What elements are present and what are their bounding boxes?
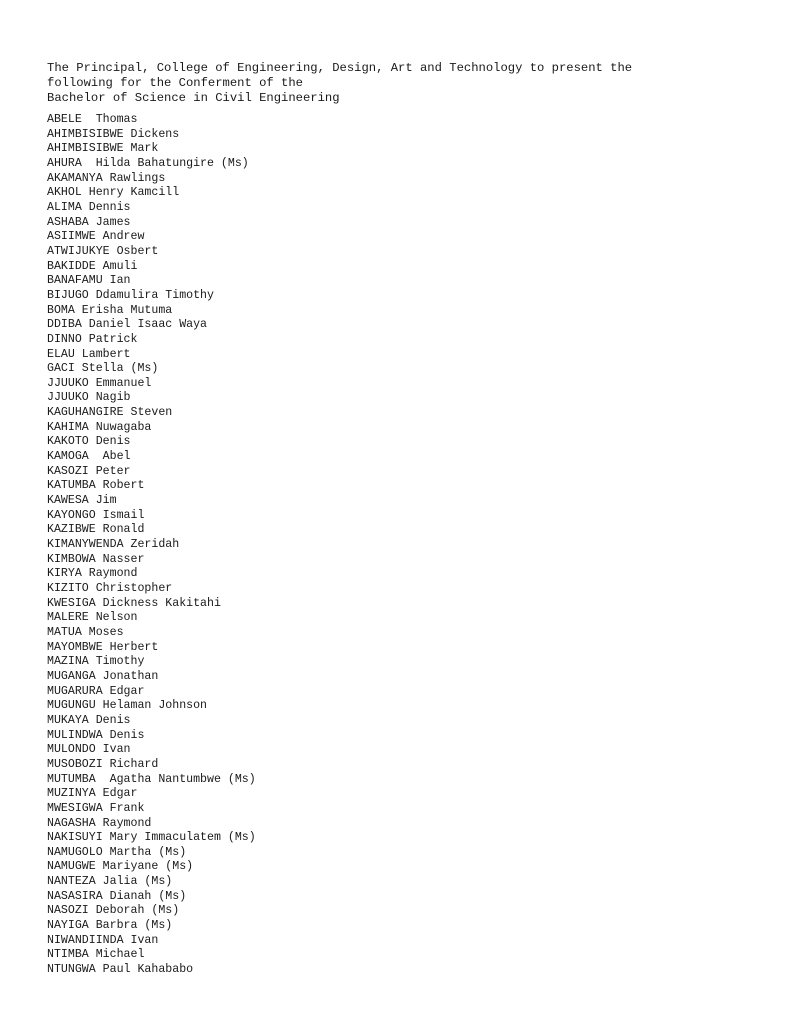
graduate-name: ELAU Lambert [47,347,131,361]
graduate-name: KAZIBWE Ronald [47,523,145,537]
graduate-name: KAMOGA Abel [47,450,131,464]
graduate-name: NASASIRA Dianah (Ms) [47,889,187,903]
graduate-name: GACI Stella (Ms) [47,362,159,376]
graduate-name: MALERE Nelson [47,611,138,625]
header-line-1: The Principal, College of Engineering, Design, Art and Technology to present the [47,61,633,75]
graduate-name: ASHABA James [47,215,131,229]
graduate-list [47,113,256,978]
graduate-name: ABELE Thomas [47,113,138,126]
graduate-name: MULINDWA Denis [47,728,145,742]
graduate-name: ASIIMWE Andrew [47,230,145,244]
graduate-name: KAKOTO Denis [47,435,131,449]
graduate-name: AKAMANYA Rawlings [47,171,166,185]
graduate-name: NAYIGA Barbra (Ms) [47,919,173,933]
graduate-name: BANAFAMU Ian [47,274,131,288]
graduate-name: KIZITO Christopher [47,582,173,595]
graduate-name: KAGUHANGIRE Steven [47,406,173,420]
graduate-name: KIMBOWA Nasser [47,552,145,566]
graduate-name: KIRYA Raymond [47,567,138,581]
header-line-2: following for the Conferment of the [47,76,303,90]
graduate-name: BOMA Erisha Mutuma [47,303,173,317]
graduate-name: KIMANYWENDA Zeridah [47,538,180,552]
graduate-name: DINNO Patrick [47,332,138,346]
degree-title: Bachelor of Science in Civil Engineering [47,91,340,105]
graduate-name: NIWANDIINDA Ivan [47,933,159,947]
graduate-name: DDIBA Daniel Isaac Waya [47,318,208,332]
graduate-name: BIJUGO Ddamulira Timothy [47,288,214,302]
graduate-name: MAYOMBWE Herbert [47,640,159,654]
graduate-name: MAZINA Timothy [47,655,145,669]
graduate-name: MULONDO Ivan [47,743,131,757]
graduate-name: NANTEZA Jalia (Ms) [47,875,173,889]
graduate-name: MUZINYA Edgar [47,787,138,801]
graduate-name: BAKIDDE Amuli [47,259,138,273]
graduate-name: ATWIJUKYE Osbert [47,244,159,258]
graduate-name: MUSOBOZI Richard [47,757,159,771]
graduate-name: NTIMBA Michael [47,948,145,962]
graduate-name: AHURA Hilda Bahatungire (Ms) [47,156,249,170]
graduate-name: NAKISUYI Mary Immaculatem (Ms) [47,831,256,845]
conferment-header [47,61,747,106]
graduate-name: NAMUGWE Mariyane (Ms) [47,860,194,874]
graduate-name: JJUUKO Emmanuel [47,376,152,390]
graduate-name: AHIMBISIBWE Dickens [47,127,180,141]
graduate-name: NTUNGWA Paul Kahababo [47,963,194,977]
graduate-name: KWESIGA Dickness Kakitahi [47,596,221,610]
graduate-name: MUGUNGU Helaman Johnson [47,699,208,713]
graduate-name: NASOZI Deborah (Ms) [47,904,180,918]
graduate-name: KASOZI Peter [47,464,131,478]
graduate-name: MATUA Moses [47,625,124,639]
graduate-name: AHIMBISIBWE Mark [47,142,159,156]
graduate-name: MWESIGWA Frank [47,801,145,815]
graduate-name: MUGARURA Edgar [47,684,145,698]
graduate-name: AKHOL Henry Kamcill [47,186,180,200]
graduate-name: JJUUKO Nagib [47,391,131,405]
graduate-name: NAGASHA Raymond [47,816,152,830]
graduate-name: MUGANGA Jonathan [47,669,159,683]
graduate-name: MUKAYA Denis [47,713,131,727]
graduate-name: KAYONGO Ismail [47,508,145,522]
graduate-name: ALIMA Dennis [47,200,131,214]
graduate-name: KATUMBA Robert [47,479,145,493]
graduate-name: MUTUMBA Agatha Nantumbwe (Ms) [47,772,256,786]
graduate-name: KAWESA Jim [47,494,117,508]
graduate-name: NAMUGOLO Martha (Ms) [47,845,187,859]
graduate-name: KAHIMA Nuwagaba [47,420,152,434]
